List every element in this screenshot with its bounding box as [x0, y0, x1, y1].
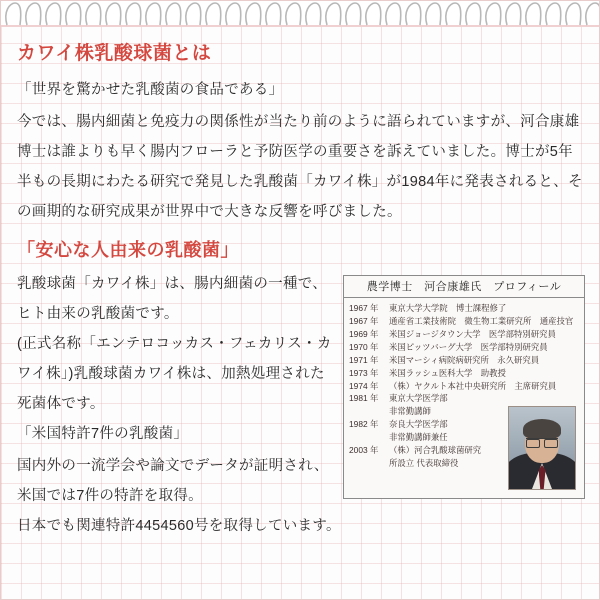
- profile-year: 1971 年: [349, 354, 379, 365]
- table-row: [349, 341, 579, 354]
- profile-year: [349, 458, 389, 471]
- lead-quote: 「世界を驚かせた乳酸菌の食品である」: [17, 82, 284, 98]
- article-content: [1, 27, 600, 600]
- portrait-hair: [523, 419, 561, 439]
- profile-year: 1982 年: [349, 419, 379, 430]
- profile-year: 1967 年: [349, 302, 379, 313]
- profile-year: 1967 年: [349, 315, 379, 326]
- profile-body: [344, 298, 584, 498]
- paragraph-5: 日本でも関連特許4454560号を取得しています。: [17, 518, 341, 534]
- profile-desc: 東京大学大学院 博士課程修了: [389, 302, 507, 313]
- profile-desc-cont: 非常勤講師: [389, 406, 431, 417]
- spiral-binding: [1, 1, 600, 27]
- left-text-column: [17, 269, 349, 511]
- profile-desc: 奈良大学医学部: [389, 419, 448, 430]
- table-row: [349, 380, 579, 393]
- profile-desc: 米国ラッシュ医科大学 助教授: [389, 367, 506, 378]
- profile-desc: （株）河合乳酸球菌研究: [389, 445, 482, 456]
- glasses-icon: [526, 438, 558, 447]
- profile-desc-cont: 所設立 代表取締役: [389, 458, 459, 469]
- profile-desc: 米国マーシィ病院病研究所 永久研究員: [389, 354, 540, 365]
- profile-card: [343, 275, 585, 499]
- profile-year: 1974 年: [349, 380, 379, 391]
- profile-heading: 農学博士 河合康雄氏 プロフィール: [344, 276, 584, 298]
- profile-year: [349, 406, 389, 419]
- section-subtitle: 「安心な人由来の乳酸菌」: [17, 240, 239, 260]
- profile-desc: 米国ジョージタウン大学 医学部特別研究員: [389, 328, 556, 339]
- table-row: [349, 315, 579, 328]
- profile-desc-cont: 非常勤講師兼任: [389, 432, 448, 443]
- profile-year: 2003 年: [349, 445, 379, 456]
- profile-desc: 通産省工業技術院 微生物工業研究所 通産技官: [389, 315, 574, 326]
- profile-panel: [343, 275, 585, 499]
- profile-year: 1973 年: [349, 367, 379, 378]
- lower-section: [17, 269, 585, 541]
- profile-desc: 米国ピッツバーグ大学 医学部特別研究員: [389, 341, 548, 352]
- table-row: [349, 354, 579, 367]
- table-row: [349, 393, 579, 406]
- avatar: [508, 406, 576, 490]
- profile-year: 1981 年: [349, 393, 379, 404]
- profile-desc: 東京大学医学部: [389, 393, 448, 404]
- spiral-binding-svg: [1, 1, 600, 27]
- page-title: カワイ株乳酸球菌とは: [17, 43, 212, 64]
- profile-year: [349, 432, 389, 445]
- paragraph-4: 国内外の一流学会や論文でデータが証明され、米国では7件の特許を取得。: [17, 458, 329, 504]
- quote-2: 「米国特許7件の乳酸菌」: [17, 426, 189, 442]
- profile-year: 1969 年: [349, 328, 379, 339]
- paragraph-3: (正式名称「エンテロコッカス・フェカリス・カワイ株」)乳酸球菌カワイ株は、加熱処理された死菌体です。: [17, 336, 332, 412]
- table-row: [349, 302, 579, 315]
- paragraph-1: 今では、腸内細菌と免疫力の関係性が当たり前のように語られていますが、河合康雄博士は誰よりも早く腸内フローラと予防医学の重要さを訴えていました。博士が5年半もの長期にわたる研究で発見した乳酸菌「カワイ株」が1984年に発表されると、その画期的な研究成果が世界中で大きな反響を呼びました。: [17, 114, 583, 220]
- profile-desc: （株）ヤクルト本社中央研究所 主席研究員: [389, 380, 557, 391]
- paragraph-2: 乳酸球菌「カワイ株」は、腸内細菌の一種で、ヒト由来の乳酸菌です。: [17, 276, 328, 322]
- table-row: [349, 367, 579, 380]
- profile-year: 1970 年: [349, 341, 379, 352]
- table-row: [349, 328, 579, 341]
